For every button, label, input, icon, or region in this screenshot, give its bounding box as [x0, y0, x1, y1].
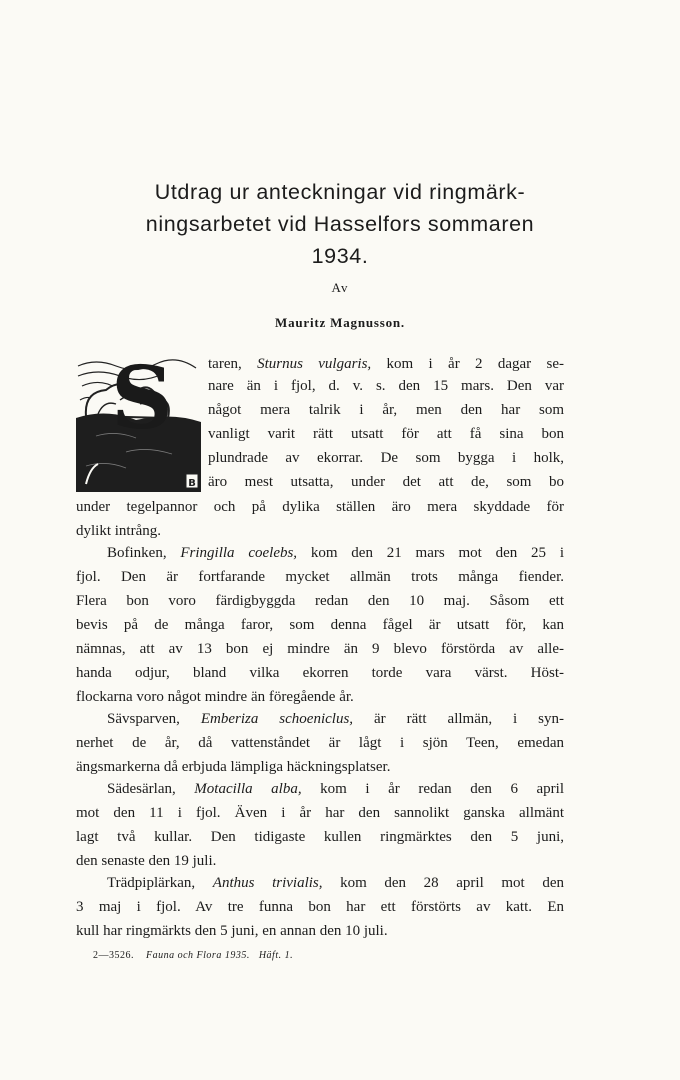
text-line: vanligt varit rätt utsatt för att få sina bon — [208, 426, 564, 442]
text-line: ängsmarkerna då erbjuda lämpliga häckningsplatser. — [76, 759, 391, 775]
article-title — [50, 176, 630, 272]
text-line — [208, 353, 564, 375]
text-span: kom den 28 april mot den — [322, 875, 564, 891]
title-line: Utdrag ur anteckningar vid ringmärk- — [154, 180, 526, 204]
page-footer — [93, 950, 293, 961]
text-line: handa odjur, bland vilka ekorren torde vara värst. Höst- — [76, 665, 564, 681]
text-line — [107, 542, 564, 564]
species-name: Fringilla coelebs, — [180, 545, 298, 561]
ornamental-dropcap-image — [76, 356, 201, 492]
text-span: är rätt allmän, i syn- — [353, 711, 564, 727]
species-name: Anthus trivialis, — [212, 875, 323, 891]
text-span: Bofinken, — [107, 545, 181, 561]
byline-av: Av — [331, 280, 349, 295]
text-line: 3 maj i fjol. Av tre funna bon har ett förstörts av katt. En — [76, 899, 564, 915]
text-span: kom den 21 mars mot den 25 i — [297, 545, 564, 561]
dropcap-letter: S — [110, 356, 174, 449]
title-line: ningsarbetet vid Hasselfors sommaren — [145, 212, 535, 236]
text-line: mot den 11 i fjol. Även i år har den sannolikt ganska allmänt — [76, 805, 564, 821]
byline-author: Mauritz Magnusson. — [275, 315, 405, 330]
text-line — [107, 708, 564, 730]
text-line: plundrade av ekorrar. De som bygga i holk, — [208, 450, 564, 466]
text-line: nare än i fjol, d. v. s. den 15 mars. Den var — [208, 378, 564, 394]
printer-signature: 2—3526. — [93, 950, 134, 961]
text-line: nämnas, att av 13 bon ej mindre än 9 blevo förstörda av alle- — [76, 641, 564, 657]
text-span: kom i år 2 dagar se- — [371, 356, 565, 372]
dropcap-monogram: B — [188, 478, 196, 489]
text-line: fjol. Den är fortfarande mycket allmän trots många fiender. — [76, 569, 564, 585]
species-name: Motacilla alba, — [194, 781, 302, 797]
text-line: äro mest utsatta, under det att de, som bo — [208, 474, 564, 490]
journal-name: Fauna och Flora 1935. — [146, 950, 250, 961]
issue-number: Häft. 1. — [258, 950, 294, 961]
text-line: bevis på de många faror, som denna fågel är utsatt för, kan — [76, 617, 564, 633]
text-line — [107, 872, 564, 894]
text-line: något mera talrik i år, men den har som — [208, 402, 564, 418]
text-line: under tegelpannor och på dylika ställen äro mera skyddade för — [76, 499, 564, 515]
text-span: kom i år redan den 6 april — [301, 781, 564, 797]
text-span: Sävsparven, — [107, 711, 201, 727]
text-line: den senaste den 19 juli. — [76, 853, 217, 869]
text-line: nerhet de år, då vattenståndet är lågt i sjön Teen, emedan — [76, 735, 564, 751]
text-span: Sädesärlan, — [107, 781, 195, 797]
text-line: lagt två kullar. Den tidigaste kullen ringmärktes den 5 juni, — [76, 829, 564, 845]
text-line: kull har ringmärkts den 5 juni, en annan den 10 juli. — [76, 923, 388, 939]
text-line — [107, 778, 564, 800]
text-line: dylikt intrång. — [76, 523, 161, 539]
species-name: Emberiza schoeniclus, — [200, 711, 354, 727]
species-name: Sturnus vulgaris, — [257, 356, 372, 372]
text-span: Trädpiplärkan, — [107, 875, 213, 891]
text-span: taren, — [208, 356, 258, 372]
text-line: flockarna voro något mindre än föregående år. — [76, 689, 354, 705]
text-line: Flera bon voro färdigbyggda redan den 10 maj. Såsom ett — [76, 593, 564, 609]
title-line: 1934. — [311, 244, 369, 268]
